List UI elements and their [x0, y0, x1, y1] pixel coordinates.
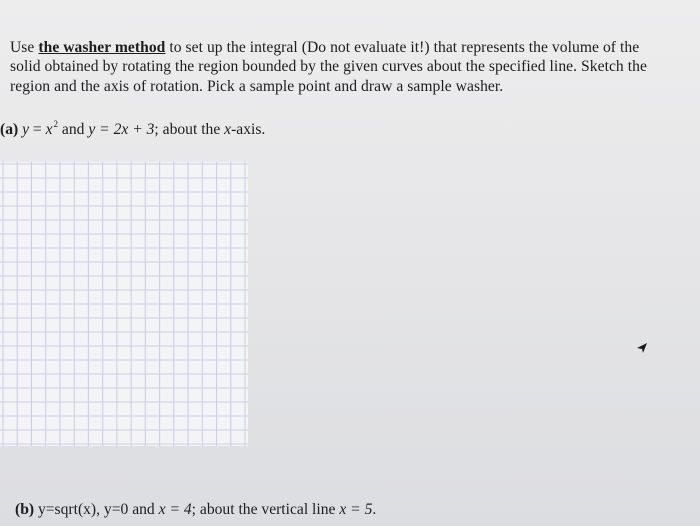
part-a-about-prefix: ; about the	[154, 121, 225, 138]
instructions-text	[10, 38, 650, 96]
part-a-eq1-eq: =	[29, 121, 46, 138]
instructions-body: to set up the integral (Do not evaluate it!) that represents the volume of the solid obtained by rotating the region bounded by the given curves about the specified line. Sketch the region and the axis of rotation. Pick a sample point and draw a sample washer.	[10, 39, 647, 95]
part-a-eq1-exponent: 2	[53, 119, 59, 129]
part-a-label: (a)	[0, 121, 19, 138]
part-a-eq1-rhs: x	[45, 121, 53, 138]
mouse-pointer-icon	[634, 340, 650, 356]
part-a-eq2: y = 2x + 3	[88, 121, 155, 138]
part-b-end: .	[372, 501, 377, 518]
part-b-label: (b)	[15, 501, 35, 518]
graph-grid[interactable]	[0, 162, 248, 446]
part-a-and: and	[58, 121, 89, 138]
part-b-prompt	[15, 500, 376, 519]
part-b-about: ; about the vertical line	[191, 501, 340, 518]
graph-grid-svg	[0, 162, 248, 446]
part-a-axis-var: x	[224, 121, 232, 138]
part-b-line-eq: x = 5	[339, 501, 373, 518]
part-b-text: y=sqrt(x), y=0 and	[34, 501, 159, 518]
instructions-prefix: Use	[10, 39, 39, 56]
part-a-eq1-lhs: y	[22, 121, 30, 138]
part-a-about-suffix: -axis.	[231, 121, 266, 138]
part-b-x-eq: x = 4	[158, 501, 192, 518]
instructions-emphasis: the washer method	[38, 39, 166, 56]
part-a-prompt	[0, 120, 265, 141]
